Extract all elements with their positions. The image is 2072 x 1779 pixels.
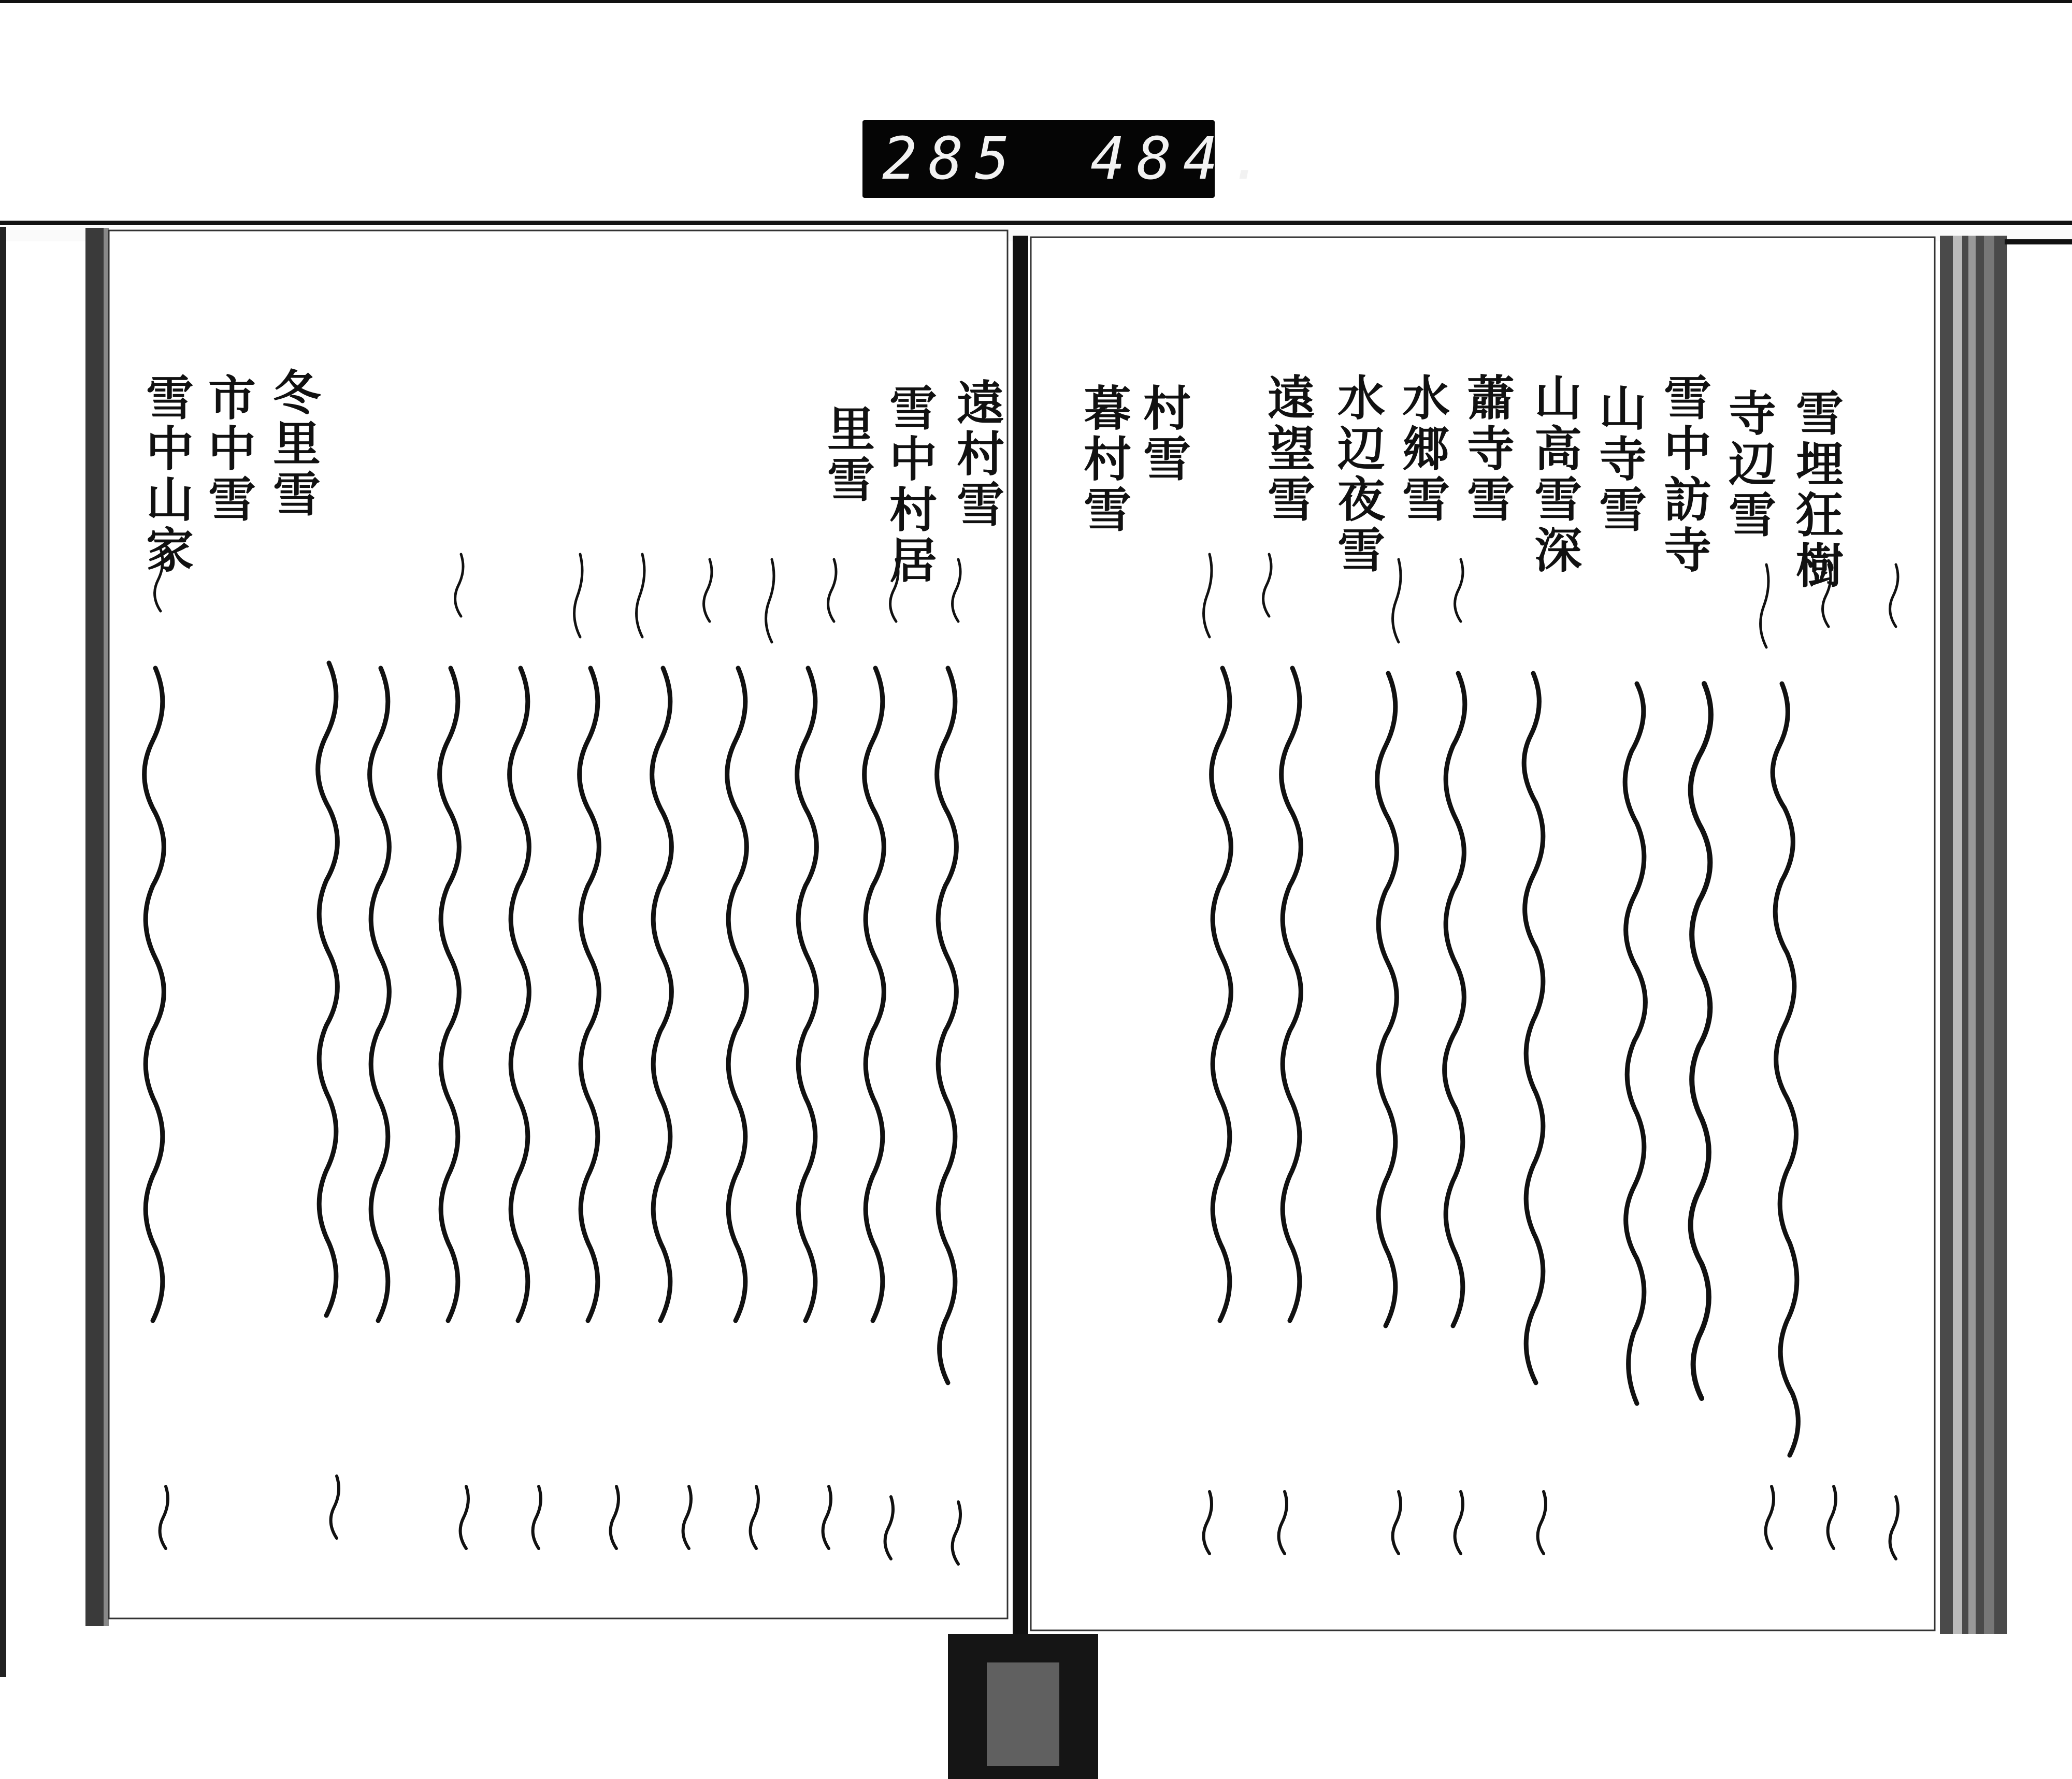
right-title-1: 雪埋狂樹 [1788, 388, 1844, 591]
right-title-9: 遠望雪 [1260, 373, 1316, 525]
right-title-10: 村雪 [1135, 383, 1191, 485]
right-title-5: 山高雪深 [1527, 373, 1582, 576]
right-title-4: 山寺雪 [1591, 383, 1647, 536]
left-title-2: 雪中村居 [882, 383, 938, 586]
right-title-6: 蕭寺雪 [1459, 373, 1515, 525]
left-title-6: 雪中山家 [138, 373, 194, 576]
left-title-4: 冬里雪 [265, 368, 321, 520]
right-title-8: 水辺夜雪 [1330, 373, 1386, 576]
left-title-1: 遠村雪 [949, 378, 1005, 530]
right-title-3: 雪中訪寺 [1656, 373, 1712, 576]
right-title-11: 暮村雪 [1076, 383, 1132, 536]
right-title-2: 寺辺雪 [1721, 388, 1777, 541]
right-title-7: 水郷雪 [1394, 373, 1450, 525]
frame-number-left: 285 [882, 125, 1021, 193]
left-title-3: 里雪 [819, 404, 875, 505]
left-title-5: 市中雪 [200, 373, 256, 525]
frame-number-right: 484. [1090, 125, 1276, 193]
